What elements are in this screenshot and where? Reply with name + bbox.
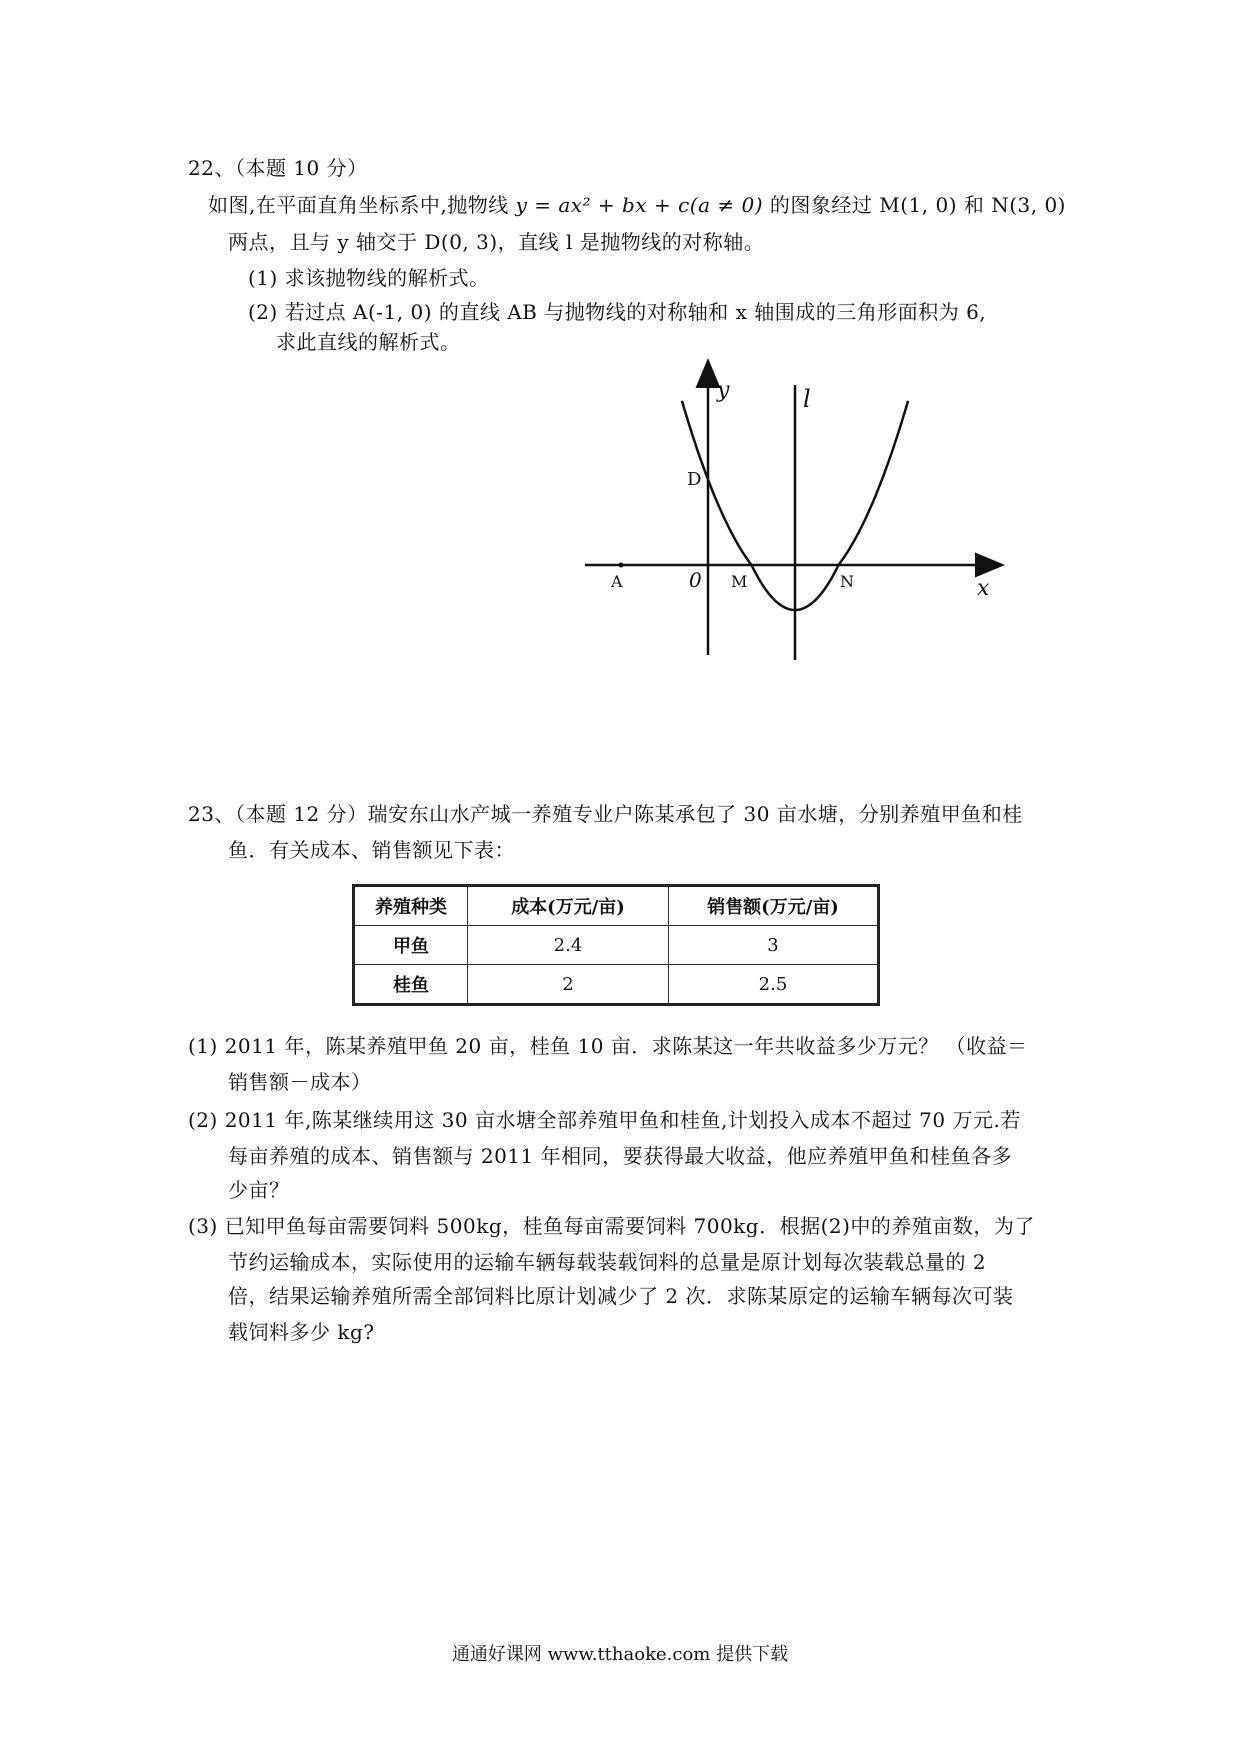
label-n: N (840, 572, 854, 591)
label-y: y (717, 378, 730, 403)
q23-p3-line3: 倍，结果运输养殖所需全部饲料比原计划减少了 2 次．求陈某原定的运输车辆每次可装 (228, 1284, 1014, 1308)
q22-part2-line2: 求此直线的解析式。 (276, 330, 461, 354)
q22-line1 (208, 189, 1066, 218)
label-d: D (687, 469, 702, 490)
table-header-cell: 养殖种类 (354, 886, 468, 926)
q22-part1: (1) 求该抛物线的解析式。 (248, 266, 490, 290)
q22-equation: y = ax² + bx + c(a ≠ 0) (515, 193, 764, 217)
q22-line2: 两点，且与 y 轴交于 D(0, 3)，直线 l 是抛物线的对称轴。 (228, 230, 765, 254)
table-header-cell: 销售额(万元/亩) (669, 886, 879, 926)
table-cell: 2.4 (468, 926, 669, 965)
q23-p3-line2: 节约运输成本，实际使用的运输车辆每载装载饲料的总量是原计划每次装载总量的 2 (228, 1250, 987, 1274)
q23-p2-line3: 少亩？ (228, 1178, 290, 1202)
table-cell: 甲鱼 (354, 926, 468, 965)
q22-figure (585, 355, 1005, 675)
q23-table (352, 884, 880, 1006)
table-row (354, 965, 879, 1005)
q22-line1-text-a: 如图,在平面直角坐标系中,抛物线 (208, 193, 516, 217)
label-x: x (977, 576, 990, 601)
label-m: M (731, 572, 748, 591)
point-a-dot (619, 563, 624, 568)
table-cell: 桂鱼 (354, 965, 468, 1005)
label-a: A (611, 572, 623, 591)
footer-source: 通通好课网 www.tthaoke.com 提供下载 (451, 1644, 789, 1665)
q23-line2: 鱼．有关成本、销售额见下表： (228, 838, 515, 862)
q23-p3-line4: 载饲料多少 kg? (228, 1320, 375, 1344)
q23-p1-line1: (1) 2011 年，陈某养殖甲鱼 20 亩，桂鱼 10 亩．求陈某这一年共收益多少万元？ （收益＝ (188, 1034, 1028, 1058)
label-l: l (803, 385, 811, 413)
q22-line1-text-b: 的图象经过 M(1, 0) 和 N(3, 0) (763, 193, 1066, 217)
q23-p2-line2: 每亩养殖的成本、销售额与 2011 年相同，要获得最大收益，他应养殖甲鱼和桂鱼各多 (228, 1144, 1013, 1168)
label-origin: 0 (689, 568, 702, 592)
q23-p1-line2: 销售额－成本） (228, 1070, 372, 1094)
q23-p2-line1: (2) 2011 年,陈某继续用这 30 亩水塘全部养殖甲鱼和桂鱼,计划投入成本不超过 70 万元.若 (188, 1108, 1021, 1132)
table-cell: 2.5 (669, 965, 879, 1005)
q23-p3-line1: (3) 已知甲鱼每亩需要饲料 500kg，桂鱼每亩需要饲料 700kg．根据(2)中的养殖亩数，为了 (188, 1214, 1035, 1238)
table-cell: 2 (468, 965, 669, 1005)
table-row (354, 926, 879, 965)
table-header-cell: 成本(万元/亩) (468, 886, 669, 926)
q23-line1: 23、（本题 12 分）瑞安东山水产城一养殖专业户陈某承包了 30 亩水塘，分别养殖甲鱼和桂 (188, 802, 1023, 826)
table-header-row (354, 886, 879, 926)
table-cell: 3 (669, 926, 879, 965)
q22-header: 22、（本题 10 分） (188, 156, 368, 180)
parabola-graph (585, 355, 1005, 675)
q22-part2-line1: (2) 若过点 A(-1, 0) 的直线 AB 与抛物线的对称轴和 x 轴围成的三角形面积为 6, (248, 300, 987, 324)
